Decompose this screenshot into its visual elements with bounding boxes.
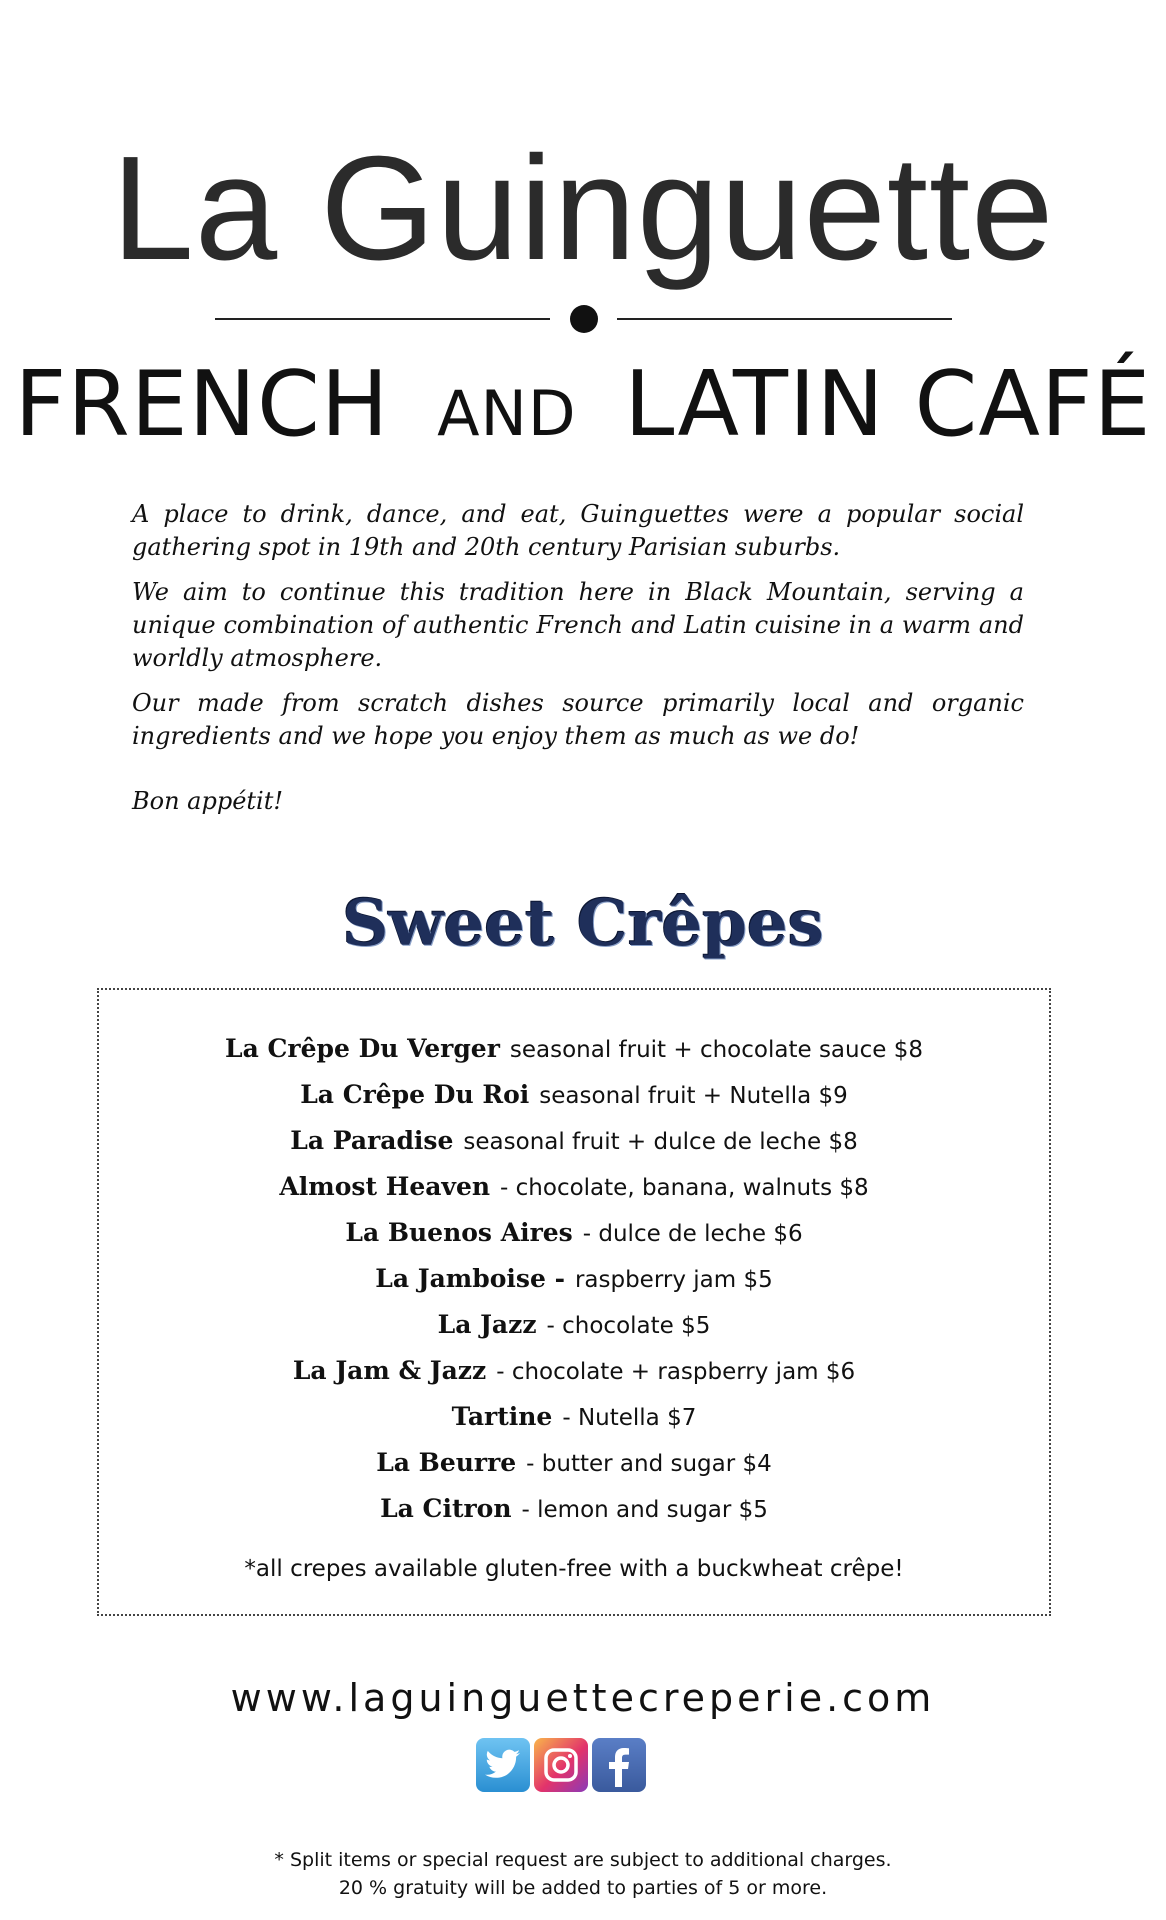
intro-paragraph-2: We aim to continue this tradition here in Black Mountain, serving a unique combination of authentic French and Latin cuisine in a warm and worldly atmosphere. [132, 578, 1024, 672]
menu-item [99, 1302, 1049, 1348]
menu-item-desc: - chocolate, banana, walnuts $8 [500, 1175, 869, 1201]
subtitle-french: FRENCH [14, 352, 390, 457]
section-title-sweet-crepes: Sweet Crêpes [342, 886, 824, 961]
menu-item-desc: seasonal fruit + chocolate sauce $8 [509, 1037, 923, 1063]
title-divider-left [215, 318, 550, 320]
menu-item-name: La Paradise [290, 1126, 454, 1155]
menu-item-desc: seasonal fruit + dulce de leche $8 [463, 1129, 858, 1155]
menu-item-name: Tartine [451, 1402, 553, 1431]
menu-item-name: La Crêpe Du Roi [300, 1080, 530, 1109]
menu-item-name: Almost Heaven [279, 1172, 491, 1201]
menu-item-desc: - lemon and sugar $5 [521, 1497, 768, 1523]
menu-item [99, 1440, 1049, 1486]
title-divider-right [617, 318, 952, 320]
facebook-icon[interactable] [592, 1738, 646, 1792]
title-divider-dot [570, 305, 598, 333]
menu-item [99, 1118, 1049, 1164]
menu-item-desc: raspberry jam $5 [574, 1267, 773, 1293]
menu-item-desc: - chocolate $5 [546, 1313, 711, 1339]
menu-item-name: La Jamboise - [375, 1264, 565, 1293]
menu-item [99, 1394, 1049, 1440]
menu-item-name: La Crêpe Du Verger [225, 1034, 500, 1063]
footer-notes [0, 1846, 1166, 1902]
intro-paragraph-1: A place to drink, dance, and eat, Guinguettes were a popular social gathering spot in 19th and 20th century Parisian suburbs. [132, 500, 1024, 561]
subtitle-and: AND [437, 377, 577, 450]
intro-paragraph-3: Our made from scratch dishes source primarily local and organic ingredients and we hope you enjoy them as much as we do! [132, 689, 1024, 750]
footer-line-1: * Split items or special request are subject to additional charges. [274, 1849, 892, 1871]
menu-item-desc: seasonal fruit + Nutella $9 [539, 1083, 848, 1109]
intro-text [132, 498, 1024, 830]
menu-item [99, 1486, 1049, 1532]
menu-box [97, 988, 1051, 1616]
menu-item-desc: - chocolate + raspberry jam $6 [496, 1359, 856, 1385]
menu-item-name: La Beurre [376, 1448, 517, 1477]
menu-item-name: La Buenos Aires [345, 1218, 573, 1247]
social-icons [476, 1738, 690, 1794]
menu-item [99, 1026, 1049, 1072]
menu-item [99, 1210, 1049, 1256]
menu-item [99, 1164, 1049, 1210]
menu-list [99, 1026, 1049, 1532]
menu-item-desc: - Nutella $7 [562, 1405, 697, 1431]
website-link[interactable]: www.laguinguettecreperie.com [230, 1676, 936, 1720]
intro-sign-off: Bon appétit! [132, 787, 284, 815]
footer-line-2: 20 % gratuity will be added to parties of 5 or more. [338, 1877, 828, 1899]
menu-item [99, 1072, 1049, 1118]
menu-item [99, 1256, 1049, 1302]
twitter-icon[interactable] [476, 1738, 530, 1792]
menu-item-name: La Citron [380, 1494, 512, 1523]
menu-item-desc: - dulce de leche $6 [582, 1221, 803, 1247]
menu-item-desc: - butter and sugar $4 [526, 1451, 772, 1477]
cafe-title: La Guinguette [111, 126, 1055, 291]
subtitle-latin-cafe: LATIN CAFÉ [624, 352, 1152, 457]
instagram-icon[interactable] [534, 1738, 588, 1792]
gluten-free-note: *all crepes available gluten-free with a buckwheat crêpe! [244, 1556, 904, 1582]
menu-item-name: La Jazz [437, 1310, 537, 1339]
cafe-subtitle [0, 352, 1166, 457]
menu-item [99, 1348, 1049, 1394]
menu-item-name: La Jam & Jazz [292, 1356, 487, 1385]
